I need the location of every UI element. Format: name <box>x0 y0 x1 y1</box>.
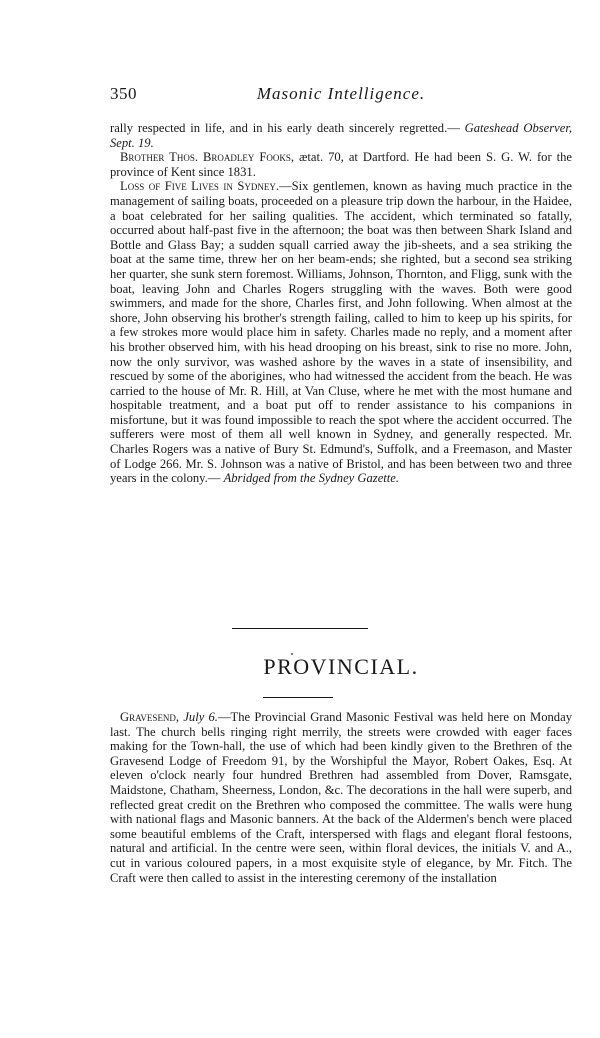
gravesend-date: July 6. <box>183 710 218 724</box>
continuation-paragraph <box>110 121 572 150</box>
running-head: Masonic Intelligence. <box>256 84 426 103</box>
section-title: PROVINCIAL. <box>263 654 419 679</box>
provincial-block <box>110 710 572 885</box>
fooks-body: ætat. 70, at Dartford. He had been S. G. W. for the province of Kent since 1831. <box>110 150 572 179</box>
source-citation-gateshead: Gateshead Observer, Sept. 19. <box>110 121 572 150</box>
fooks-paragraph <box>110 150 572 179</box>
page-header <box>110 84 572 106</box>
gravesend-lead: Gravesend, <box>120 710 180 724</box>
source-citation-sydney: Abridged from the Sydney Gazette. <box>223 471 400 486</box>
obituary-block <box>110 121 572 486</box>
gravesend-body: —The Provincial Grand Masonic Festival was held here on Monday last. The church bells ringing right merrily, the streets were crowded with eager faces making for the Town-hall, the use of which had been kindly given to the Brethren of the Gravesend Lodge of Freedom 91, by the Worshipful the Mayor, Robert Oakes, Esq. At eleven o'clock nearly four hundred Brethren had assembled from Dover, Ramsgate, Maidstone, Chatham, Sheerness, London, &c. The decorations in the hall were superb, and reflected great credit on the Brethren who composed the committee. The walls were hung with national flags and Masonic banners. At the back of the Aldermen's bench were placed some beautiful emblems of the Craft, interspersed with flags and elegant floral festoons, natural and artificial. In the centre were seen, within floral devices, the initials V. and A., cut in various coloured papers, in a most exquisite style of elegance, by Mr. Fitch. The Craft were then called to assist in the interesting ceremony of the installation <box>110 710 572 885</box>
sydney-paragraph <box>110 179 572 485</box>
fooks-lead: Brother Thos. Broadley Fooks, <box>120 150 295 165</box>
sydney-body: —Six gentlemen, known as having much practice in the management of sailing boats, proceeded on a pleasure trip down the harbour, in the Haidee, a boat celebrated for her sailing qualities. The accident, which terminated so fatally, occurred about half-past five in the afternoon; the boat was then between Shark Island and Bottle and Glass Bay; a sudden squall carried away the jib-sheets, and a sea striking the boat at the same time, threw her on her beam-ends; she righted, but a second sea striking her quarter, she sunk stern foremost. Williams, Johnson, Thornton, and Fligg, sunk with the boat, leaving John and Charles Rogers struggling with the waves. Both were good swimmers, and made for the shore, Charles first, and John following. When almost at the shore, John observing his brother's strength failing, called to him to keep up his spirits, for a few strokes more would place him in safety. Charles made no reply, and a moment after his brother observed him, with his head drooping on his breast, sink to rise no more. John, now the only survivor, was washed ashore by the waves in a state of insensibility, and rescued by some of the aborigines, who had witnessed the accident from the beach. He was carried to the house of Mr. R. Hill, at Van Cluse, where he met with the most humane and hospitable treatment, and a boat put off to render assistance to his companions in misfortune, but it was found impossible to reach the spot where the accident occurred. The sufferers were most of them all well known in Sydney, and generally respected. Mr. Charles Rogers was a native of Bury St. Edmund's, Suffolk, and a Freemason, and Master of Lodge 266. Mr. S. Johnson was a native of Bristol, and has been between two and three years in the colony.— <box>110 179 572 486</box>
gravesend-paragraph <box>110 710 572 885</box>
title-underline-rule <box>263 697 333 698</box>
section-divider-rule <box>232 628 368 629</box>
sydney-lead: Loss of Five Lives in Sydney. <box>120 179 279 194</box>
continuation-text: rally respected in life, and in his early death sincerely regretted.— <box>110 121 460 135</box>
page-number: 350 <box>110 84 137 103</box>
